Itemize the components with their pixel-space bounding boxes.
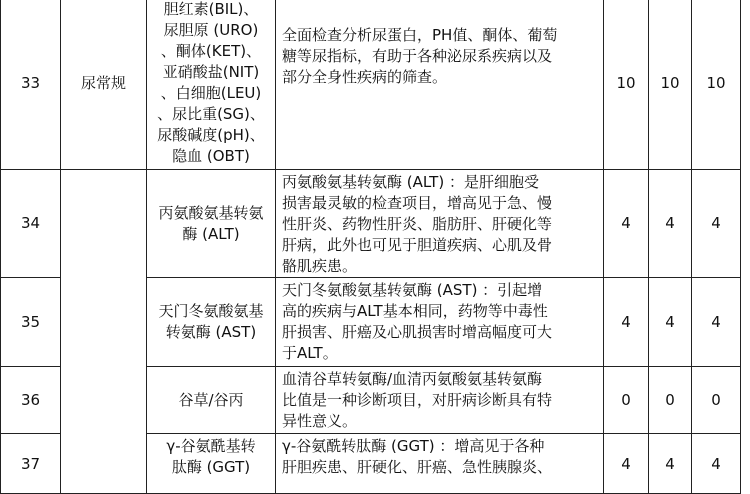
description-line: 丙氨酸氨基转氨酶 (ALT) ：是肝细胞受 — [282, 173, 539, 191]
score-cell-2: 0 — [649, 367, 692, 434]
description-line: 肝胆疾患、肝硬化、肝癌、急性胰腺炎、 — [282, 458, 553, 476]
item-name-line: 尿酸碱度(pH)、 — [157, 126, 265, 144]
item-name-line: 丙氨酸氨基转氨 — [158, 203, 264, 222]
item-name-line: 、酮体(KET)、 — [160, 42, 262, 60]
row-number: 37 — [1, 434, 61, 494]
item-name-line: 谷草/谷丙 — [178, 390, 244, 409]
description-cell — [276, 434, 604, 494]
description-line: 于ALT。 — [282, 344, 338, 362]
item-name-cell — [147, 278, 276, 367]
score-cell-2: 4 — [649, 170, 692, 278]
description-cell — [276, 367, 604, 434]
description-cell — [276, 0, 604, 170]
item-name-cell — [147, 0, 276, 170]
table-row — [1, 170, 741, 278]
score-cell-3: 4 — [692, 170, 741, 278]
description-line: γ-谷氨酰转肽酶 (GGT) ：增高见于各种 — [282, 437, 545, 455]
score-cell-2: 4 — [649, 434, 692, 494]
description-line: 骼肌疾患。 — [282, 257, 358, 275]
score-cell-3: 4 — [692, 278, 741, 367]
description-line: 损害最灵敏的检查项目，增高见于急、慢 — [282, 194, 553, 212]
row-number: 35 — [1, 278, 61, 367]
item-name-line: 、白细胞(LEU) — [160, 84, 262, 102]
description-line: 比值是一种诊断项目，对肝病诊断具有特 — [282, 391, 553, 409]
description-line: 高的疾病与ALT基本相同，药物等中毒性 — [282, 302, 548, 320]
score-cell-3: 0 — [692, 367, 741, 434]
description-cell — [276, 278, 604, 367]
category-cell — [61, 170, 147, 494]
description-line: 肝病，此外也可见于胆道疾病、心肌及骨 — [282, 236, 553, 254]
item-name-line: 酶 (ALT) — [182, 224, 240, 243]
score-cell-1: 0 — [604, 367, 649, 434]
item-name-line: 胆红素(BIL)、 — [163, 0, 259, 18]
description-line: 异性意义。 — [282, 412, 358, 430]
row-number: 33 — [1, 0, 61, 170]
description-line: 全面检查分析尿蛋白，PH值、酮体、葡萄 — [282, 26, 558, 44]
score-cell-1: 4 — [604, 170, 649, 278]
score-cell-3: 4 — [692, 434, 741, 494]
item-name-line: 天门冬氨酸氨基 — [158, 302, 264, 320]
item-name-cell — [147, 170, 276, 278]
score-cell-1: 4 — [604, 434, 649, 494]
item-name-line: 肽酶 (GGT) — [171, 458, 251, 476]
item-name-line: 转氨酶 (AST) — [165, 323, 257, 341]
category-cell: 尿常规 — [61, 0, 147, 170]
item-name-line: 尿胆原 (URO) — [163, 21, 259, 39]
description-line: 性肝炎、药物性肝炎、脂肪肝、肝硬化等 — [282, 215, 553, 233]
description-line: 血清谷草转氨酶/血清丙氨酸氨基转氨酶 — [282, 370, 543, 388]
row-number: 34 — [1, 170, 61, 278]
item-name-cell — [147, 367, 276, 434]
score-cell-1: 4 — [604, 278, 649, 367]
description-line: 肝损害、肝癌及心肌损害时增高幅度可大 — [282, 323, 553, 341]
score-cell-2: 4 — [649, 278, 692, 367]
description-line: 糖等尿指标，有助于各种泌尿系疾病以及 — [282, 47, 553, 65]
description-line: 天门冬氨酸氨基转氨酶 (AST) ：引起增 — [282, 281, 543, 299]
item-name-line: γ-谷氨酰基转 — [166, 437, 256, 455]
description-line: 部分全身性疾病的筛查。 — [282, 68, 448, 86]
score-cell-2: 10 — [649, 0, 692, 170]
score-cell-1: 10 — [604, 0, 649, 170]
item-name-line: 隐血 (OBT) — [172, 147, 250, 165]
table-row — [1, 0, 741, 170]
item-name-line: 、尿比重(SG)、 — [157, 105, 265, 123]
item-name-cell — [147, 434, 276, 494]
item-name-line: 亚硝酸盐(NIT) — [162, 63, 260, 81]
score-cell-3: 10 — [692, 0, 741, 170]
description-cell — [276, 170, 604, 278]
row-number: 36 — [1, 367, 61, 434]
